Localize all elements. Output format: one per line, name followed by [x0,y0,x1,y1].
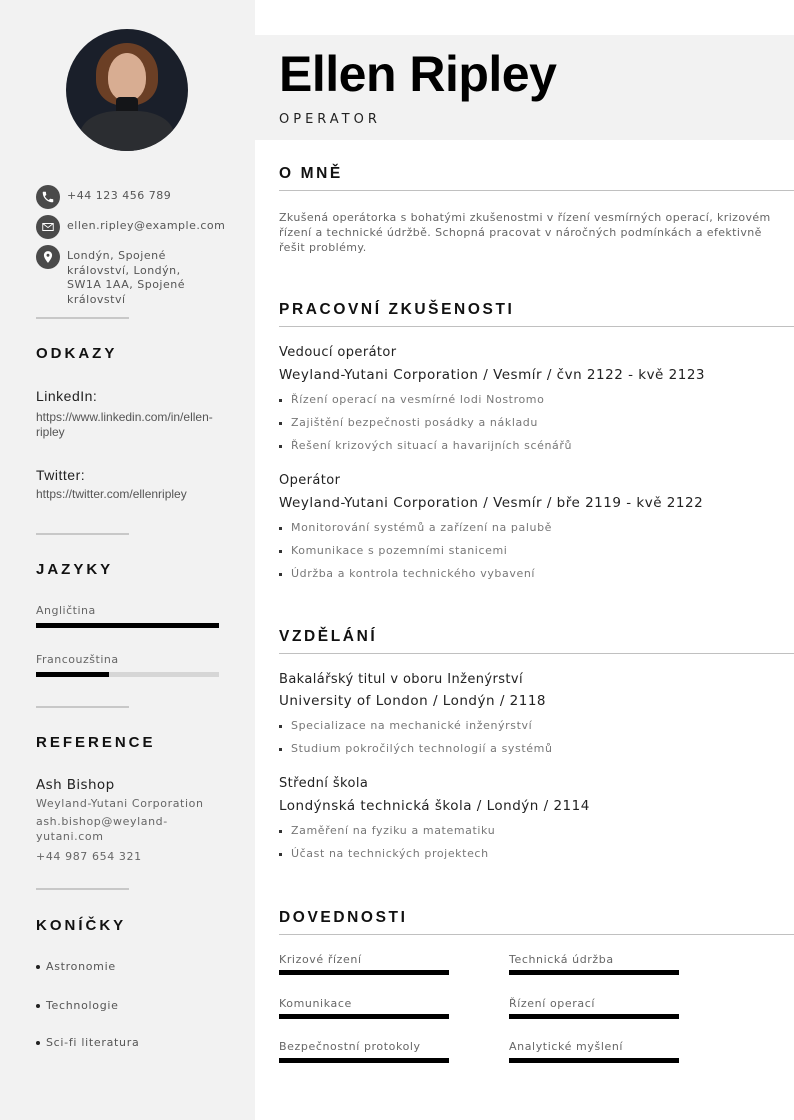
hobby-item: Sci-fi literatura [36,1036,139,1049]
phone-text: +44 123 456 789 [67,189,172,202]
skill-name: Technická údržba [509,953,614,966]
skill-name: Bezpečnostní protokoly [279,1040,421,1053]
skill-level-bar [509,1058,679,1063]
section-rule [279,653,794,654]
skill-name: Řízení operací [509,997,596,1010]
skill-name: Krizové řízení [279,953,362,966]
bullet-icon [279,573,282,576]
education-bullet: Studium pokročilých technologií a systémů [279,742,553,755]
skill-name: Analytické myšlení [509,1040,624,1053]
bullet-icon [279,527,282,530]
linkedin-link[interactable]: https://www.linkedin.com/in/ellen-ripley [36,410,213,439]
skill-level-bar [279,1014,449,1019]
contact-address [36,245,226,307]
map-pin-icon [36,245,60,269]
bullet-icon [36,1004,40,1008]
skill-name: Komunikace [279,997,352,1010]
education-heading: VZDĚLÁNÍ [279,628,378,645]
job-bullet: Řízení operací na vesmírné lodi Nostromo [279,393,544,406]
education-title: Bakalářský titul v oboru Inženýrství [279,672,523,687]
language-level-fill [36,672,109,677]
about-text: Zkušená operátorka s bohatými zkušenostmi v řízení vesmírných operací, krizovém řízení a technické údržbě. Schopná pracovat v náročných podmínkách a efektivně řešit problémy. [279,211,771,254]
name-header [255,35,794,140]
bullet-icon [279,445,282,448]
bullet-icon [279,748,282,751]
education-bullet: Specializace na mechanické inženýrství [279,719,532,732]
reference-name: Ash Bishop [36,777,115,793]
skill-level-bar [279,1058,449,1063]
job-org: Weyland-Yutani Corporation / Vesmír / bře 2119 - kvě 2122 [279,495,704,511]
bullet-icon [36,965,40,969]
about-heading: O MNĚ [279,165,343,182]
skills-heading: DOVEDNOSTI [279,909,408,926]
contact-email[interactable] [36,215,226,239]
linkedin-label: LinkedIn: [36,388,98,404]
divider [36,706,129,708]
bullet-icon [279,725,282,728]
sidebar [0,0,255,1120]
job-bullet: Komunikace s pozemními stanicemi [279,544,507,557]
avatar [66,29,188,151]
education-bullet: Zaměření na fyziku a matematiku [279,824,495,837]
main-content [255,0,794,1120]
skill-level-fill [509,970,679,975]
email-link[interactable]: ellen.ripley@example.com [67,219,226,232]
phone-icon [36,185,60,209]
bullet-icon [279,550,282,553]
language-name: Angličtina [36,604,96,617]
address-text: Londýn, Spojené království, Londýn, SW1A 1AA, Spojené království [67,249,185,306]
bullet-icon [279,399,282,402]
person-name: Ellen Ripley [279,46,557,102]
links-heading: ODKAZY [36,345,118,362]
skill-level-fill [279,1058,449,1063]
job-bullet: Údržba a kontrola technického vybavení [279,567,535,580]
job-title: Operátor [279,473,341,488]
job-bullet: Monitorování systémů a zařízení na palubě [279,521,552,534]
skill-level-bar [509,1014,679,1019]
education-title: Střední škola [279,776,369,791]
section-rule [279,326,794,327]
language-name: Francouzština [36,653,119,666]
twitter-label: Twitter: [36,467,86,483]
skill-level-fill [279,970,449,975]
twitter-link[interactable]: https://twitter.com/ellenripley [36,487,187,501]
reference-email[interactable]: ash.bishop@weyland-yutani.com [36,815,168,843]
education-org: Londýnská technická škola / Londýn / 2114 [279,798,590,814]
job-bullet: Řešení krizových situací a havarijních scénářů [279,439,572,452]
education-bullet: Účast na technických projektech [279,847,489,860]
reference-heading: REFERENCE [36,734,156,751]
reference-phone: +44 987 654 321 [36,850,142,863]
section-rule [279,190,794,191]
skill-level-bar [509,970,679,975]
skill-level-bar [279,970,449,975]
bullet-icon [279,853,282,856]
language-level-fill [36,623,219,628]
divider [36,888,129,890]
experience-heading: PRACOVNÍ ZKUŠENOSTI [279,301,515,318]
bullet-icon [36,1041,40,1045]
bullet-icon [279,830,282,833]
person-role: OPERATOR [279,112,381,127]
divider [36,317,129,319]
bullet-icon [279,422,282,425]
hobby-item: Astronomie [36,960,116,973]
hobby-item: Technologie [36,999,119,1012]
skill-level-fill [509,1058,679,1063]
education-org: University of London / Londýn / 2118 [279,693,547,709]
language-level-bar [36,623,219,628]
job-title: Vedoucí operátor [279,345,397,360]
divider [36,533,129,535]
skill-level-fill [279,1014,449,1019]
reference-company: Weyland-Yutani Corporation [36,797,204,810]
languages-heading: JAZYKY [36,561,114,578]
language-level-bar [36,672,219,677]
section-rule [279,934,794,935]
contact-phone [36,185,226,209]
envelope-icon [36,215,60,239]
job-org: Weyland-Yutani Corporation / Vesmír / čvn 2122 - kvě 2123 [279,367,706,383]
hobbies-heading: KONÍČKY [36,917,127,934]
skill-level-fill [509,1014,679,1019]
job-bullet: Zajištění bezpečnosti posádky a nákladu [279,416,538,429]
